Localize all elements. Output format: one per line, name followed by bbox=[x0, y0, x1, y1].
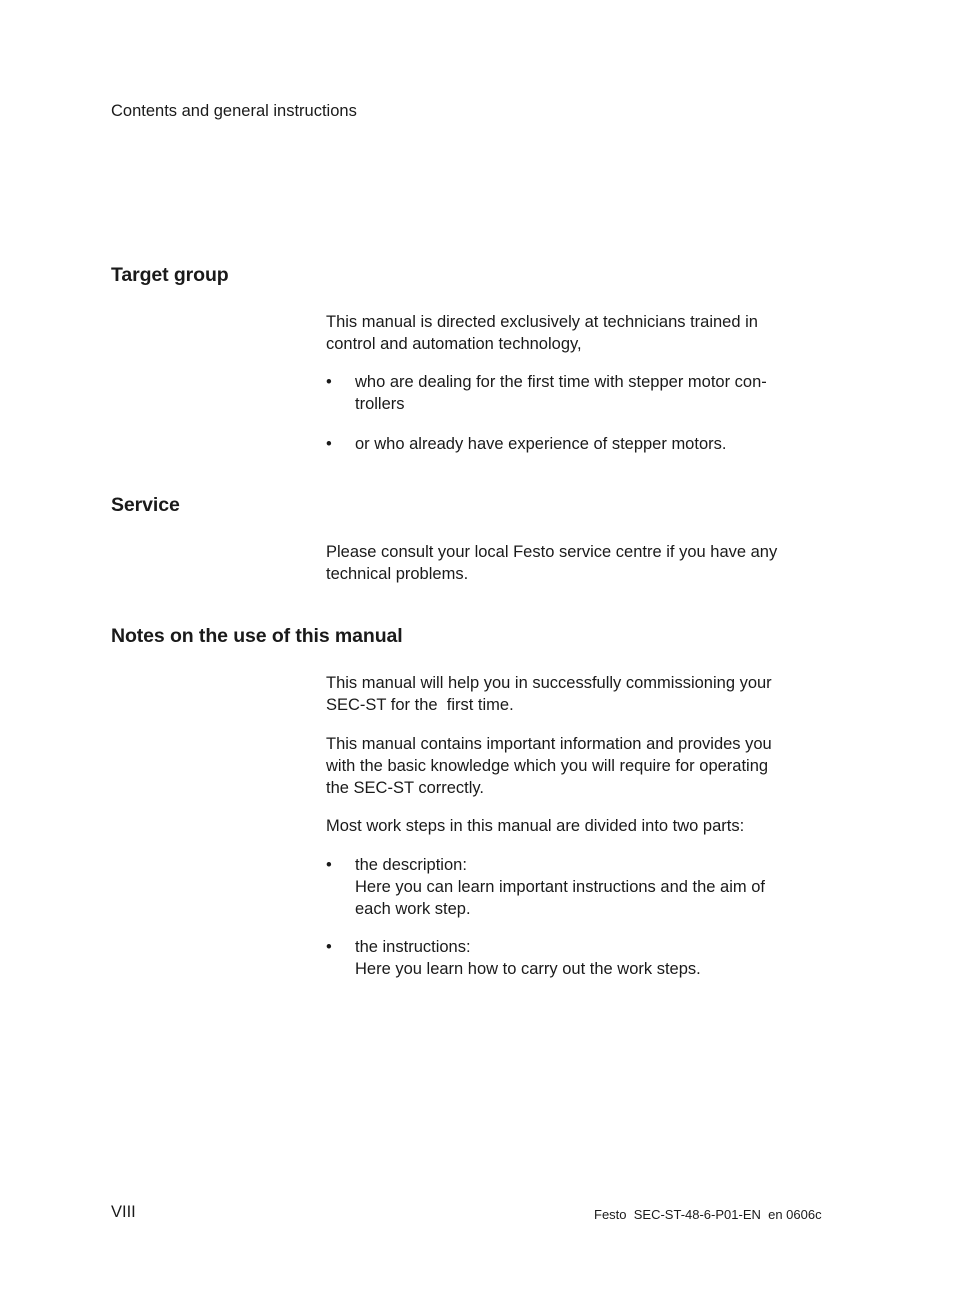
service-line-2: technical problems. bbox=[326, 565, 469, 583]
target-group-intro bbox=[326, 311, 806, 355]
bullet-line: each work step. bbox=[355, 900, 471, 918]
notes-paragraph-3 bbox=[326, 815, 806, 837]
heading-target-group: Target group bbox=[111, 264, 229, 286]
document-reference: Festo SEC-ST-48-6-P01-EN en 0606c bbox=[594, 1207, 822, 1222]
bullet-line: the description: bbox=[355, 856, 467, 874]
heading-notes: Notes on the use of this manual bbox=[111, 625, 403, 647]
intro-line-1: This manual is directed exclusively at technicians trained in bbox=[326, 313, 758, 331]
bullet-line: or who already have experience of stepper motors. bbox=[355, 435, 727, 453]
service-body bbox=[326, 541, 806, 585]
notes-p1-line-1: This manual will help you in successfully commissioning your bbox=[326, 674, 772, 692]
notes-paragraph-2 bbox=[326, 733, 806, 799]
bullet-line: trollers bbox=[355, 395, 405, 413]
service-line-1: Please consult your local Festo service centre if you have any bbox=[326, 543, 778, 561]
bullet-dot: • bbox=[326, 435, 332, 453]
bullet-line: the instructions: bbox=[355, 938, 471, 956]
bullet-line: who are dealing for the first time with stepper motor con- bbox=[355, 373, 767, 391]
target-group-body bbox=[326, 311, 806, 355]
bullet-line: Here you learn how to carry out the work steps. bbox=[355, 960, 701, 978]
notes-bullet-1 bbox=[326, 854, 806, 920]
notes-bullet-2 bbox=[326, 936, 806, 980]
bullet-dot: • bbox=[326, 938, 332, 956]
notes-paragraph-1 bbox=[326, 672, 806, 716]
target-group-bullet-1 bbox=[326, 371, 806, 415]
bullet-line: Here you can learn important instructions and the aim of bbox=[355, 878, 765, 896]
notes-p2-line-1: This manual contains important information and provides you bbox=[326, 735, 772, 753]
bullet-dot: • bbox=[326, 373, 332, 391]
notes-p2-line-2: with the basic knowledge which you will require for operating bbox=[326, 757, 769, 775]
bullet-dot: • bbox=[326, 856, 332, 874]
heading-service: Service bbox=[111, 494, 180, 516]
notes-p2-line-3: the SEC-ST correctly. bbox=[326, 779, 485, 797]
intro-line-2: control and automation technology, bbox=[326, 335, 582, 353]
target-group-bullet-2 bbox=[326, 433, 806, 455]
running-head: Contents and general instructions bbox=[111, 102, 357, 120]
notes-p1-line-2: SEC-ST for the first time. bbox=[326, 696, 514, 714]
notes-p3: Most work steps in this manual are divided into two parts: bbox=[326, 817, 745, 835]
page-number: VIII bbox=[111, 1203, 136, 1221]
